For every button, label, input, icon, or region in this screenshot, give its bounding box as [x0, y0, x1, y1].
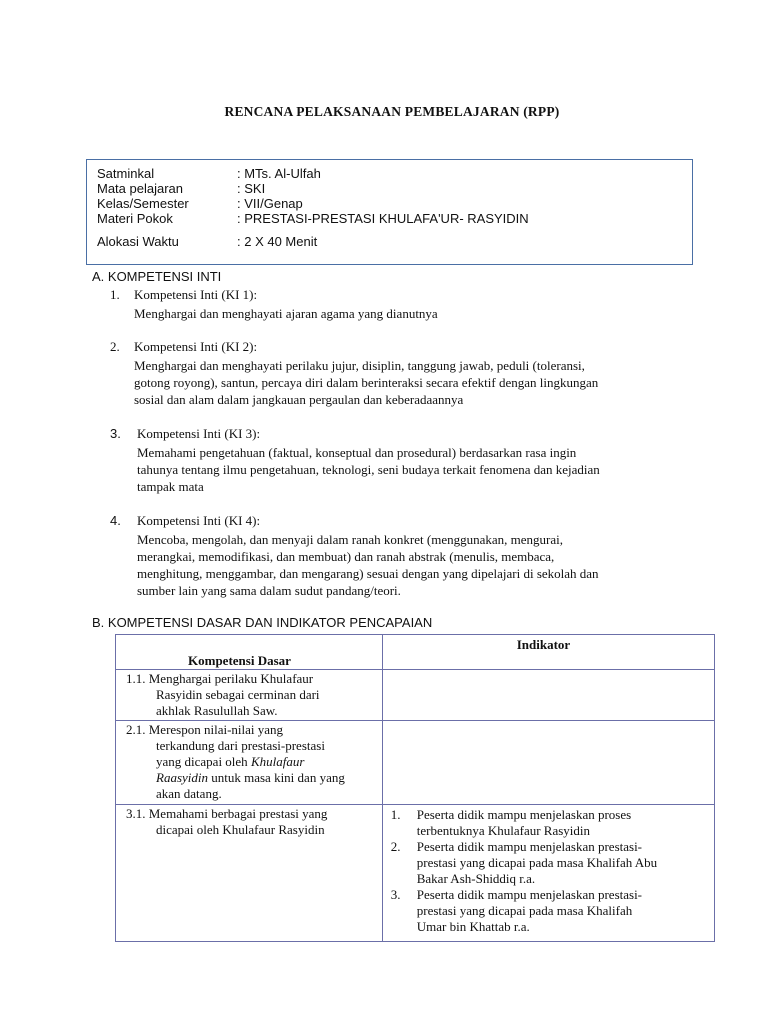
ki-3-text-line: tampak mata — [137, 479, 204, 494]
table-row — [116, 805, 715, 942]
identity-value: : SKI — [237, 181, 266, 196]
ki-4-text-line: Mencoba, mengolah, dan menyaji dalam ranah konkret (menggunakan, mengurai, — [137, 532, 563, 547]
ki-2-title: Kompetensi Inti (KI 2): — [134, 339, 258, 354]
kd-text: terkandung dari prestasi-prestasi — [156, 738, 325, 753]
header-indikator — [382, 635, 714, 670]
kd-3-1 — [116, 805, 382, 838]
header-kd-label: Kompetensi Dasar — [188, 653, 291, 668]
indicator-list — [383, 805, 714, 935]
ki-3-text-line: tahunya tentang ilmu pengetahuan, teknologi, seni budaya terkait fenomena dan kejadian — [137, 462, 600, 477]
kd-cell — [116, 721, 383, 805]
indicator-cell — [382, 805, 714, 942]
section-b-heading: B. KOMPETENSI DASAR DAN INDIKATOR PENCAPAIAN — [92, 615, 433, 630]
table-row — [116, 721, 715, 805]
identity-box — [86, 159, 693, 265]
ki-1-number: 1. — [110, 287, 120, 302]
ki-4-text-line: menghitung, menggambar, dan mengarang) sesuai dengan yang dipelajari di sekolah dan — [137, 566, 599, 581]
header-indikator-label: Indikator — [516, 637, 571, 652]
indicator-cell — [382, 670, 714, 721]
kd-cell — [116, 670, 383, 721]
ki-4-number: 4. — [110, 513, 121, 528]
ki-3-number: 3. — [110, 426, 121, 441]
kd-text: 3.1. Memahami berbagai prestasi yang — [126, 806, 328, 821]
ki-1-text: Menghargai dan menghayati ajaran agama yang dianutnya — [134, 306, 438, 321]
identity-label: Satminkal — [97, 166, 155, 181]
ki-1-title: Kompetensi Inti (KI 1): — [134, 287, 258, 302]
identity-value: : MTs. Al-Ulfah — [237, 166, 321, 181]
identity-row-mata-pelajaran — [97, 181, 265, 196]
identity-row-kelas-semester — [97, 196, 303, 211]
indicator-item: 2. Peserta didik mampu menjelaskan prestasi- prestasi yang dicapai pada masa Khalifah Abu Bakar Ash-Shiddiq r.a. — [390, 839, 658, 886]
kd-text: 2.1. Merespon nilai-nilai yang — [126, 722, 284, 737]
indicator-cell — [382, 721, 714, 805]
identity-value: : 2 X 40 Menit — [237, 234, 318, 249]
identity-value: : VII/Genap — [237, 196, 303, 211]
identity-value: : PRESTASI-PRESTASI KHULAFA'UR- RASYIDIN — [237, 211, 529, 226]
kd-2-1 — [116, 721, 382, 802]
identity-row-materi-pokok — [97, 211, 529, 226]
kd-text: Raasyidin untuk masa kini dan yang — [156, 770, 345, 785]
kd-text: Rasyidin sebagai cerminan dari — [156, 687, 320, 702]
identity-row-satminkal — [97, 166, 321, 181]
ki-2-text-line: sosial dan alam dalam jangkauan pergaulan dan keberadaannya — [134, 392, 464, 407]
kd-italic: Khulafaur — [250, 754, 305, 769]
kd-cell — [116, 805, 383, 942]
ki-2-text-line: Menghargai dan menghayati perilaku jujur, disiplin, tanggung jawab, peduli (toleransi, — [134, 358, 585, 373]
table-header-row — [116, 635, 715, 670]
ki-4-text-line: sumber lain yang sama dalam sudut pandang/teori. — [137, 583, 401, 598]
kd-text: akhlak Rasulullah Saw. — [156, 703, 278, 718]
kd-text: akan datang. — [156, 786, 222, 801]
ki-3-text-line: Memahami pengetahuan (faktual, konseptual dan prosedural) berdasarkan rasa ingin — [137, 445, 577, 460]
indicator-item: 3. Peserta didik mampu menjelaskan prestasi- prestasi yang dicapai pada masa Khalifah Umar bin Khattab r.a. — [390, 887, 643, 934]
section-a-heading: A. KOMPETENSI INTI — [92, 269, 222, 284]
identity-label: Alokasi Waktu — [97, 234, 179, 249]
identity-label: Kelas/Semester — [97, 196, 189, 211]
identity-row-alokasi-waktu — [97, 234, 317, 249]
header-kompetensi-dasar — [116, 635, 383, 670]
identity-label: Materi Pokok — [97, 211, 173, 226]
ki-2-text-line: gotong royong), santun, percaya diri dalam berinteraksi secara efektif dengan lingkungan — [134, 375, 599, 390]
identity-label: Mata pelajaran — [97, 181, 183, 196]
ki-4-text-line: merangkai, memodifikasi, dan membuat) dan ranah abstrak (menulis, membaca, — [137, 549, 555, 564]
indicator-item: 1. Peserta didik mampu menjelaskan proses terbentuknya Khulafaur Rasyidin — [390, 807, 632, 838]
kd-text: 1.1. Menghargai perilaku Khulafaur — [126, 671, 314, 686]
table-row — [116, 670, 715, 721]
ki-3-title: Kompetensi Inti (KI 3): — [137, 426, 261, 441]
competency-table — [115, 634, 715, 942]
kd-1-1 — [116, 670, 382, 719]
ki-2-number: 2. — [110, 339, 120, 354]
document-title: RENCANA PELAKSANAAN PEMBELAJARAN (RPP) — [224, 104, 560, 119]
kd-italic: Raasyidin — [156, 770, 208, 785]
kd-text: yang dicapai oleh Khulafaur — [156, 754, 305, 769]
kd-text: dicapai oleh Khulafaur Rasyidin — [156, 822, 325, 837]
ki-4-title: Kompetensi Inti (KI 4): — [137, 513, 261, 528]
